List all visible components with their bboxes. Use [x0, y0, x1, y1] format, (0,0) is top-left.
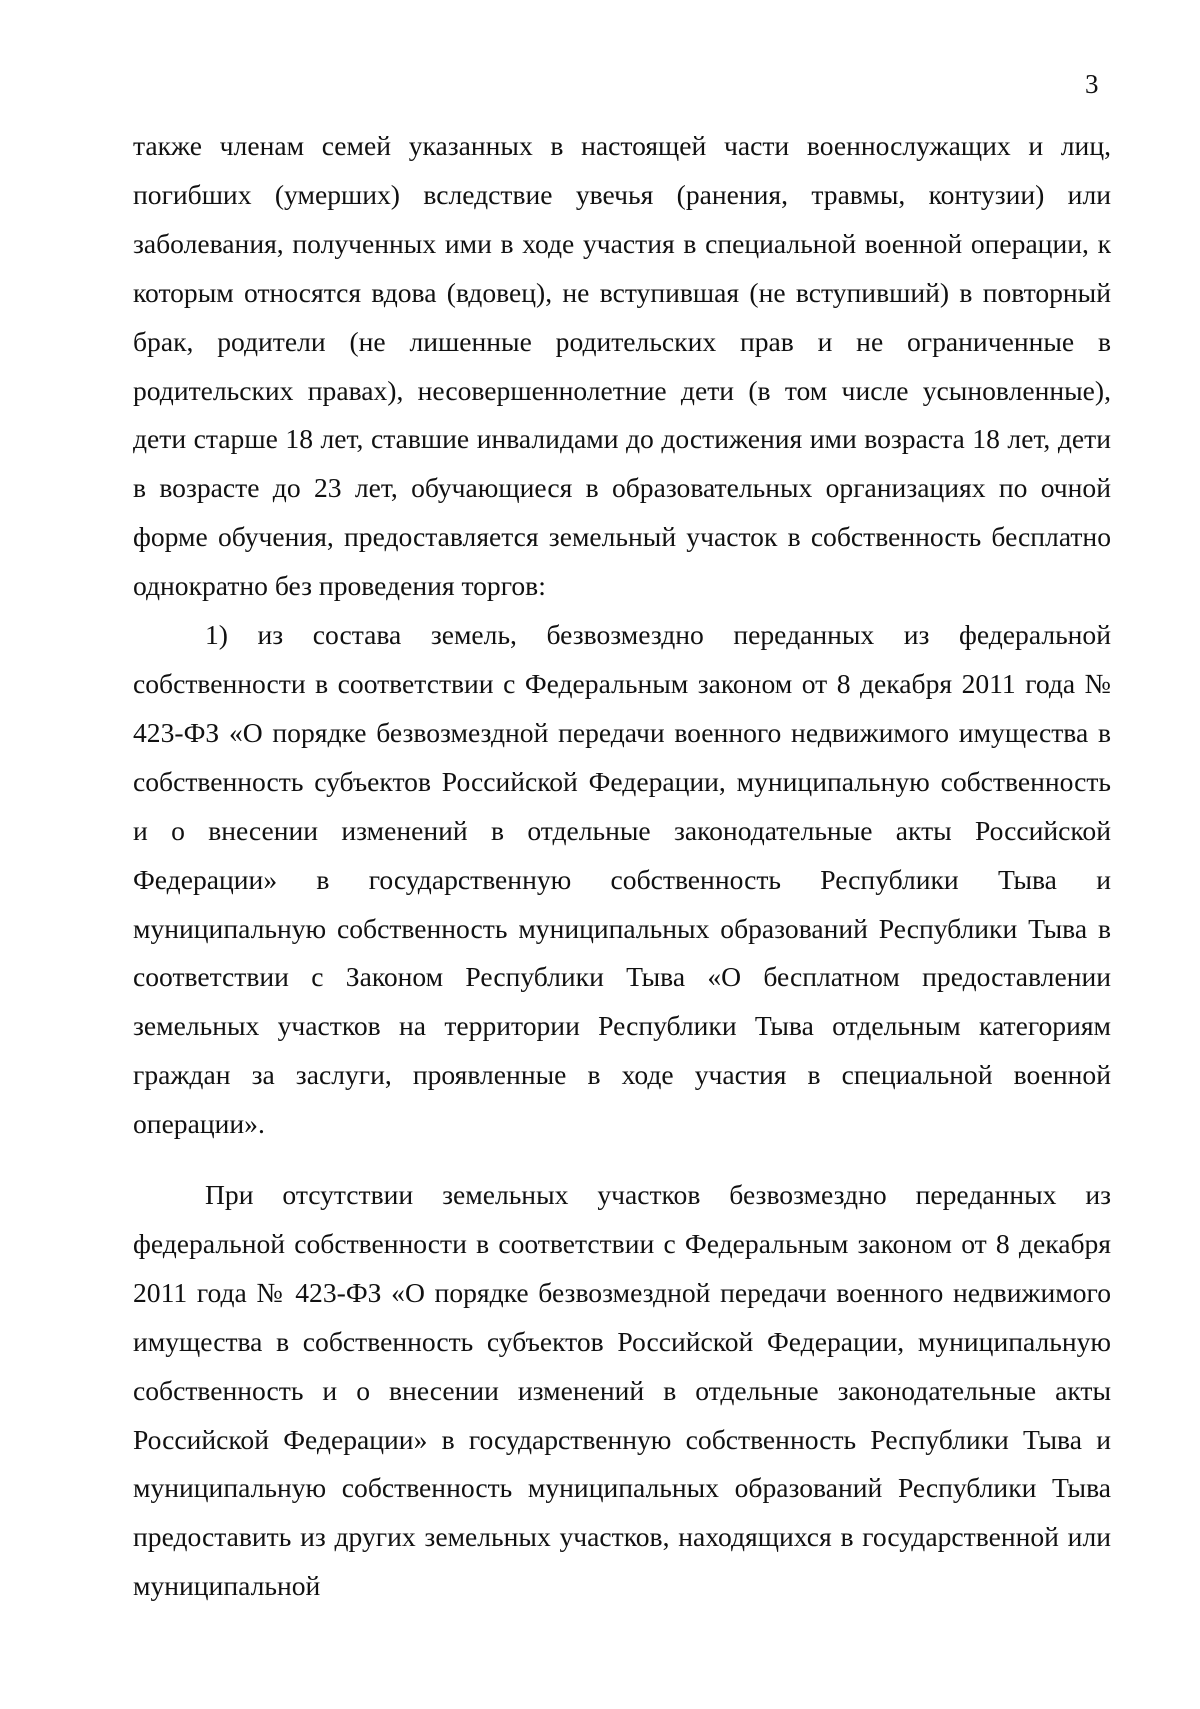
paragraph-item-1: 1) из состава земель, безвозмездно переданных из федеральной собственности в соответствии с Федеральным законом от 8 декабря 2011 года № 423-ФЗ «О порядке безвозмездной передачи военного недвижимого имущества в собственность субъектов Российской Федерации, муниципальную собственность и о внесении изменений в отдельные законодательные акты Российской Федерации» в государственную собственность Республики Тыва и муниципальную собственность муниципальных образований Республики Тыва в соответствии с Законом Республики Тыва «О бесплатном предоставлении земельных участков на территории Республики Тыва отдельным категориям граждан за заслуги, проявленные в ходе участия в специальной военной операции». [133, 619, 1111, 1140]
page-number: 3 [1085, 69, 1099, 99]
paragraph-absence-clause: При отсутствии земельных участков безвозмездно переданных из федеральной собственности в соответствии с Федеральным законом от 8 декабря 2011 года № 423-ФЗ «О порядке безвозмездной передачи военного недвижимого имущества в собственность субъектов Российской Федерации, муниципальную собственность и о внесении изменений в отдельные законодательные акты Российской Федерации» в государственную собственность Республики Тыва и муниципальную собственность муниципальных образований Республики Тыва предоставить из других земельных участков, находящихся в государственной или муниципальной [133, 1179, 1111, 1602]
document-body [133, 122, 1111, 1611]
paragraph-continuation: также членам семей указанных в настоящей части военнослужащих и лиц, погибших (умерших) вследствие увечья (ранения, травмы, контузии) или заболевания, полученных ими в ходе участия в специальной военной операции, к которым относятся вдова (вдовец), не вступившая (не вступивший) в повторный брак, родители (не лишенные родительских прав и не ограниченные в родительских правах), несовершеннолетние дети (в том числе усыновленные), дети старше 18 лет, ставшие инвалидами до достижения ими возраста 18 лет, дети в возрасте до 23 лет, обучающиеся в образовательных организациях по очной форме обучения, предоставляется земельный участок в собственность бесплатно однократно без проведения торгов: [133, 130, 1111, 602]
